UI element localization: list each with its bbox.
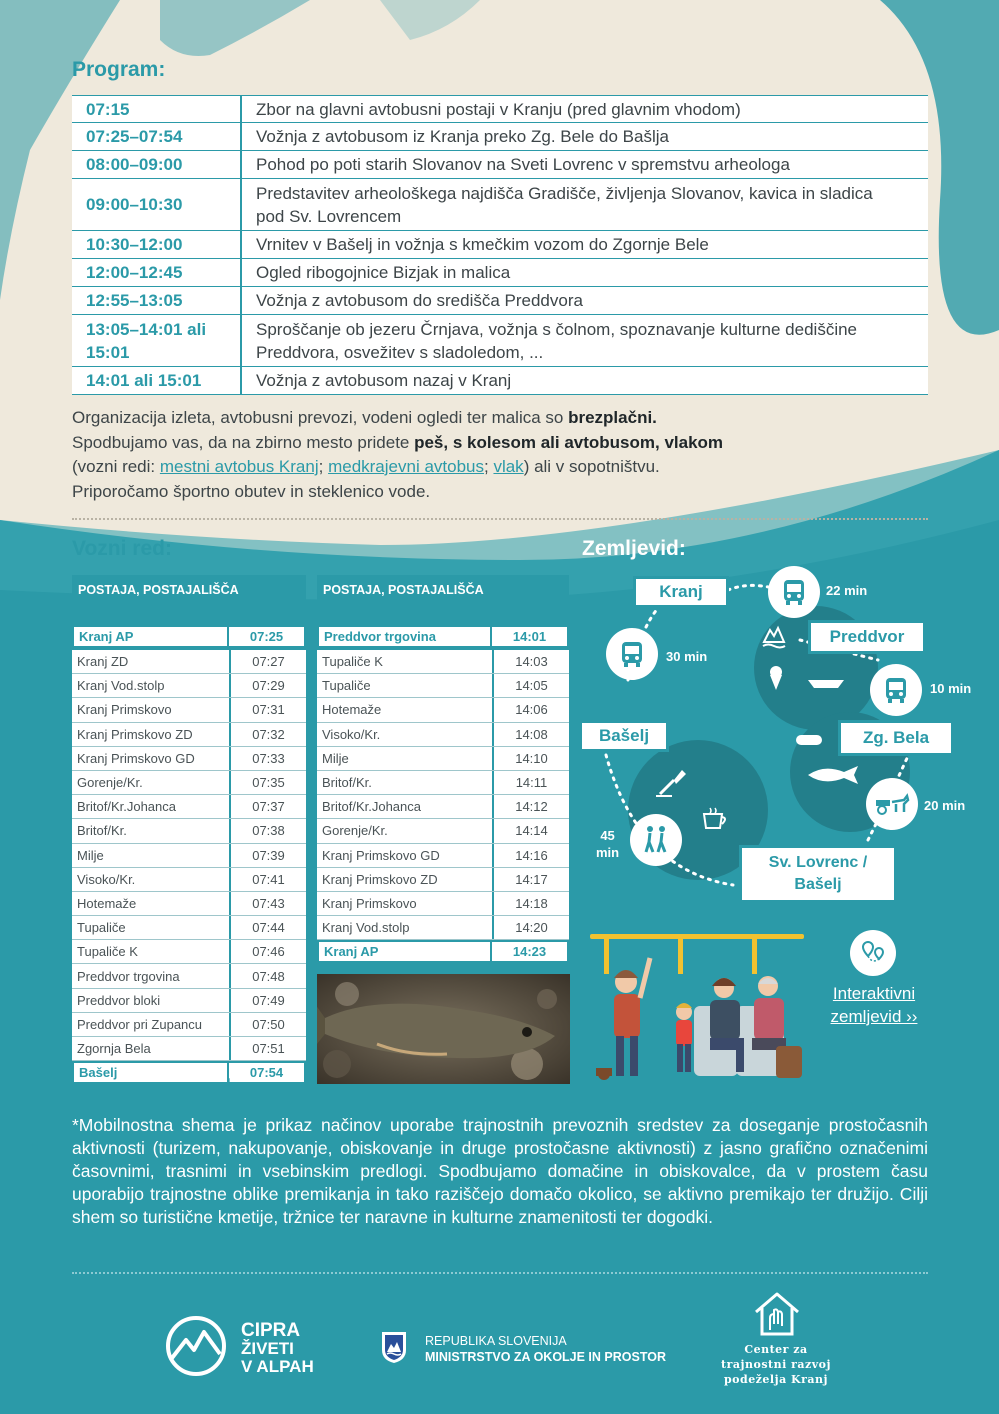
- timetable-stop: Kranj Vod.stolp: [317, 916, 494, 939]
- map-time-10: 10 min: [930, 681, 972, 696]
- ice-cream-icon: [766, 664, 786, 692]
- map-time-45-number: 45: [600, 828, 615, 843]
- timetable-stop: Britof/Kr.Johanca: [317, 795, 494, 818]
- program-time: 14:01 ali 15:01: [72, 367, 242, 394]
- timetable-time: 07:25: [249, 629, 284, 644]
- divider: [72, 1272, 928, 1274]
- timetable-stop: Milje: [72, 844, 231, 867]
- program-time: 07:15: [72, 96, 242, 122]
- timetable-stop: Kranj Primskovo ZD: [72, 723, 231, 746]
- cipra-logo-text: [241, 1322, 314, 1376]
- lake-icon: [760, 622, 788, 650]
- info-line-3-close: ) ali v sopotništvu.: [523, 457, 660, 476]
- info-free-bold: brezplačni.: [568, 408, 657, 427]
- timetable-stop: Kranj AP: [74, 627, 229, 646]
- bread-icon: [794, 732, 824, 748]
- timetable-row: [317, 650, 569, 674]
- info-separator: ;: [484, 457, 494, 476]
- bus-icon: [768, 566, 820, 618]
- timetable-time: 14:18: [515, 895, 548, 911]
- program-row: [72, 123, 928, 151]
- cipra-tagline-1: ŽIVETI: [241, 1339, 294, 1358]
- timetable-row: [72, 1013, 306, 1037]
- timetable-row: [317, 795, 569, 819]
- link-vlak[interactable]: vlak: [493, 457, 524, 476]
- info-line-3-open: (vozni redi:: [72, 457, 160, 476]
- timetable-row: [317, 723, 569, 747]
- horse-cart-icon: [866, 778, 918, 830]
- timetable-time: 14:23: [512, 944, 547, 960]
- program-row: [72, 259, 928, 287]
- bus-passengers-illustration: [586, 928, 808, 1086]
- program-row: [72, 179, 928, 231]
- timetable-time: 07:37: [252, 799, 285, 815]
- program-time: 12:55–13:05: [72, 287, 242, 314]
- timetable-stop: Hotemaže: [72, 892, 231, 915]
- program-row: [72, 367, 928, 395]
- timetable-time: 07:38: [252, 823, 285, 839]
- program-title: Program:: [72, 58, 166, 81]
- rural-center-logo-text: [706, 1342, 846, 1387]
- timetable-time: 07:49: [252, 992, 285, 1008]
- timetable-stop: Hotemaže: [317, 698, 494, 721]
- ministry-republic: REPUBLIKA SLOVENIJA: [425, 1334, 567, 1348]
- timetable-time: 14:17: [515, 871, 548, 887]
- program-time: 12:00–12:45: [72, 259, 242, 286]
- timetable-row: [317, 747, 569, 771]
- timetable-row: [72, 771, 306, 795]
- program-row: [72, 315, 928, 367]
- timetable-stop: Bašelj: [74, 1063, 229, 1082]
- timetable-time: 07:54: [249, 1065, 284, 1081]
- timetable-row: [72, 892, 306, 916]
- timetable-row-highlight: [72, 1061, 306, 1090]
- program-desc: Zbor na glavni avtobusni postaji v Kranju (pred glavnim vhodom): [256, 99, 741, 119]
- timetable-time: 07:39: [252, 847, 285, 863]
- map-stop-kranj: Kranj: [633, 576, 729, 608]
- timetable-time: 14:05: [515, 678, 548, 694]
- timetable-time: 07:32: [252, 726, 285, 742]
- program-desc: Pohod po poti starih Slovanov na Sveti Lovrenc v spremstvu arheologa: [256, 155, 790, 174]
- info-separator: ;: [318, 457, 329, 476]
- timetable-row: [317, 771, 569, 795]
- map-stop-baselj: Bašelj: [579, 720, 669, 752]
- timetable-time: 07:48: [252, 968, 285, 984]
- timetable-time: 14:12: [515, 799, 548, 815]
- timetable-time: 07:29: [252, 678, 285, 694]
- program-row: [72, 231, 928, 259]
- timetable-stop: Kranj Primskovo: [317, 892, 494, 915]
- map-time-30: 30 min: [666, 649, 708, 664]
- cipra-logo-icon: [164, 1314, 228, 1378]
- timetable-title: Vozni red:: [72, 537, 172, 560]
- info-text: [72, 406, 932, 504]
- program-desc: Vožnja z avtobusom iz Kranja preko Zg. Bele do Bašlja: [256, 127, 669, 146]
- map-time-22: 22 min: [826, 583, 868, 598]
- map-time-45: [596, 827, 619, 861]
- program-row: [72, 151, 928, 179]
- timetable-time: 07:50: [252, 1016, 285, 1032]
- rural-center-line2: trajnostni razvoj: [721, 1358, 831, 1371]
- timetable-stop: Kranj Primskovo: [72, 698, 231, 721]
- timetable-row: [72, 698, 306, 722]
- timetable-row: [72, 844, 306, 868]
- program-desc: Vožnja z avtobusom do središča Preddvora: [256, 291, 583, 310]
- trout-photo: [317, 974, 570, 1084]
- timetable-stop: Preddvor trgovina: [72, 964, 231, 987]
- timetable-row: [72, 964, 306, 988]
- footnote: *Mobilnostna shema je prikaz načinov uporabe trajnostnih prevoznih sredstev za doseganje prostočasnih aktivnosti (turizem, nakupovanje, obiskovanje in druge prostočasne aktivnosti) z jasno grafično označenimi časovnimi, trasnimi in vsebinskim predlogi. Spodbujamo domačine in obiskovalce, da v prostem času uporabijo trajnostne oblike premikanja in tako raziščejo domačo okolico, se aktivno premikajo ter družijo. Cilji shem so turistične kmetije, tržnice ter naravne in kulturne znamenitosti ter dogodki.: [72, 1115, 928, 1227]
- timetable-row: [72, 723, 306, 747]
- map-time-20: 20 min: [924, 798, 966, 813]
- timetable-row: [72, 1037, 306, 1061]
- bus-icon: [606, 628, 658, 680]
- info-line-2: Spodbujamo vas, da na zbirno mesto pridete: [72, 432, 415, 452]
- timetable-time: 07:41: [252, 871, 285, 887]
- link-mestni-avtobus[interactable]: mestni avtobus Kranj: [159, 457, 319, 476]
- timetable-stop: Gorenje/Kr.: [72, 771, 231, 794]
- timetable-stop: Britof/Kr.: [317, 771, 494, 794]
- info-line-4: Priporočamo športno obutev in steklenico vode.: [72, 481, 431, 501]
- rural-center-line1: Center za: [744, 1343, 808, 1356]
- map-stop-sv-lovrenc-line1: Sv. Lovrenc /: [768, 854, 868, 871]
- arrow-down-icon: ↓: [487, 952, 494, 969]
- timetable-time: 07:33: [252, 750, 285, 766]
- timetable-row: [72, 674, 306, 698]
- timetable-row: [72, 819, 306, 843]
- timetable-stop: Milje: [317, 747, 494, 770]
- program-time: 08:00–09:00: [72, 151, 242, 178]
- timetable-stop: Tupaliče K: [72, 940, 231, 963]
- timetable-stop: Visoko/Kr.: [317, 723, 494, 746]
- timetable-stop: Tupaliče: [317, 674, 494, 697]
- timetable-header: POSTAJA, POSTAJALIŠČA: [317, 575, 569, 623]
- timetable-row: [317, 892, 569, 916]
- timetable-rows: [72, 625, 306, 1090]
- map-stop-sv-lovrenc: [739, 845, 897, 903]
- timetable-time: 14:01: [512, 629, 547, 644]
- map-stop-preddvor: Preddvor: [808, 620, 926, 654]
- divider: [72, 518, 928, 520]
- timetable-stop: Preddvor trgovina: [319, 627, 492, 646]
- program-time: 09:00–10:30: [72, 179, 242, 230]
- timetable-stop: Visoko/Kr.: [72, 868, 231, 891]
- timetable-row: [72, 650, 306, 674]
- program-desc: Vrnitev v Bašelj in vožnja s kmečkim vozom do Zgornje Bele: [256, 235, 709, 254]
- timetable-stop: Kranj Vod.stolp: [72, 674, 231, 697]
- map-pin-icon[interactable]: [850, 930, 896, 976]
- timetable-time: 14:14: [515, 823, 548, 839]
- timetable-row: [317, 819, 569, 843]
- timetable-row: [317, 844, 569, 868]
- program-desc: Predstavitev arheološkega najdišča Gradišče, življenja Slovanov, kavica in sladica pod Sv. Lovrencem: [256, 183, 873, 226]
- timetable-row-highlight: [317, 625, 569, 648]
- timetable-stop: Kranj Primskovo GD: [317, 844, 494, 867]
- info-transport-bold: peš, s kolesom ali avtobusom, vlakom: [414, 432, 724, 452]
- timetable-row: [72, 989, 306, 1013]
- timetable-row: [72, 940, 306, 964]
- timetable-time: 07:44: [252, 920, 285, 936]
- timetable-row: [72, 795, 306, 819]
- timetable-time: 14:10: [515, 750, 548, 766]
- timetable-time: 14:06: [515, 702, 548, 718]
- timetable-time: 07:51: [252, 1041, 285, 1057]
- program-table: [72, 95, 928, 395]
- ministry-logo-text: [425, 1333, 666, 1365]
- timetable-header: POSTAJA, POSTAJALIŠČA: [72, 575, 306, 623]
- timetable-time: 14:11: [515, 775, 548, 791]
- timetable-row: [317, 674, 569, 698]
- timetable-time: 14:03: [515, 654, 548, 670]
- bus-icon: [870, 664, 922, 716]
- timetable-time: 07:31: [252, 702, 285, 718]
- timetable-time: 07:35: [252, 775, 285, 791]
- timetable-stop: Britof/Kr.: [72, 819, 231, 842]
- timetable-time: 07:43: [252, 895, 285, 911]
- program-time: 13:05–14:01 ali 15:01: [72, 315, 242, 366]
- timetable-rows: [317, 625, 569, 969]
- map-stop-sv-lovrenc-line2: Bašelj: [794, 876, 842, 893]
- slovenia-coat-of-arms-icon: [380, 1330, 408, 1364]
- program-time: 10:30–12:00: [72, 231, 242, 258]
- timetable-return: [317, 575, 569, 969]
- timetable-row-highlight: [72, 625, 306, 648]
- rural-center-house-icon: [752, 1290, 802, 1338]
- timetable-stop: Kranj AP: [319, 942, 492, 961]
- program-row: [72, 95, 928, 123]
- timetable-time: 14:08: [515, 726, 548, 742]
- timetable-row: [317, 698, 569, 722]
- cipra-tagline-2: V ALPAH: [241, 1357, 314, 1376]
- timetable-row: [72, 868, 306, 892]
- ministry-name: MINISTRSTVO ZA OKOLJE IN PROSTOR: [425, 1350, 666, 1364]
- timetable-stop: Tupaliče: [72, 916, 231, 939]
- program-desc: Sproščanje ob jezeru Črnjava, vožnja s čolnom, spoznavanje kulturne dediščine Preddvora, osvežitev s sladoledom, ...: [256, 319, 858, 362]
- timetable-row: [317, 916, 569, 940]
- timetable-stop: Kranj ZD: [72, 650, 231, 673]
- program-desc: Ogled ribogojnice Bizjak in malica: [256, 263, 511, 282]
- program-time: 07:25–07:54: [72, 123, 242, 150]
- timetable-time: 07:27: [252, 654, 285, 670]
- timetable-row-highlight: [317, 940, 569, 969]
- cipra-name: CIPRA: [241, 1320, 301, 1341]
- info-line-1: Organizacija izleta, avtobusni prevozi, vodeni ogledi ter malica so: [72, 408, 569, 427]
- link-medkrajevni-avtobus[interactable]: medkrajevni avtobus: [328, 457, 484, 476]
- interactive-map-link-line2[interactable]: zemljevid ››: [830, 1007, 918, 1026]
- rural-center-line3: podeželja Kranj: [723, 1373, 829, 1386]
- timetable-stop: Kranj Primskovo GD: [72, 747, 231, 770]
- coffee-cup-icon: [700, 806, 730, 832]
- boat-icon: [806, 672, 846, 692]
- interactive-map-link[interactable]: [816, 982, 932, 1028]
- timetable-row: [72, 747, 306, 771]
- timetable-stop: Tupaliče K: [317, 650, 494, 673]
- timetable-time: 14:20: [515, 920, 548, 936]
- fish-icon: [804, 764, 862, 786]
- timetable-stop: Preddvor bloki: [72, 989, 231, 1012]
- timetable-time: 07:46: [252, 944, 285, 960]
- map-time-45-unit: min: [596, 845, 620, 860]
- timetable-stop: Kranj Primskovo ZD: [317, 868, 494, 891]
- timetable-row: [317, 868, 569, 892]
- arrow-down-icon: ↓: [226, 1073, 233, 1090]
- timetable-stop: Britof/Kr.Johanca: [72, 795, 231, 818]
- timetable-stop: Preddvor pri Zupancu: [72, 1013, 231, 1036]
- hiking-icon: [630, 814, 682, 866]
- program-desc: Vožnja z avtobusom nazaj v Kranj: [256, 371, 512, 390]
- timetable-stop: Gorenje/Kr.: [317, 819, 494, 842]
- map-stop-zg-bela: Zg. Bela: [838, 720, 954, 756]
- timetable-stop: Zgornja Bela: [72, 1037, 231, 1060]
- map-title: Zemljevid:: [582, 537, 686, 560]
- archaeology-trowel-icon: [652, 764, 692, 802]
- program-row: [72, 287, 928, 315]
- timetable-row: [72, 916, 306, 940]
- interactive-map-link-line1[interactable]: Interaktivni: [832, 984, 916, 1003]
- timetable-outbound: [72, 575, 306, 1090]
- timetable-time: 14:16: [515, 847, 548, 863]
